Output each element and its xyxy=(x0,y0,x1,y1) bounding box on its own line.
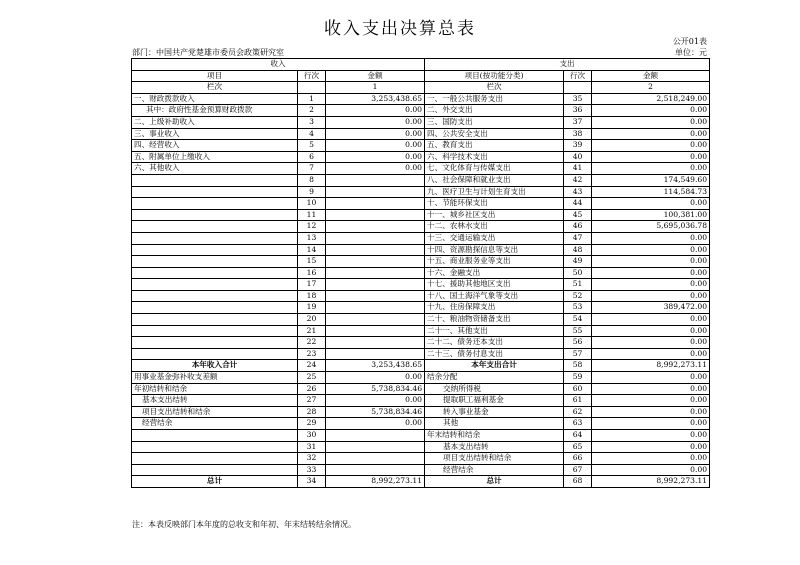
lanci-row xyxy=(132,82,710,94)
expense-line: 58 xyxy=(564,360,592,372)
table-row xyxy=(132,174,710,186)
expense-item: 三、国防支出 xyxy=(425,116,564,128)
income-amount: 0.00 xyxy=(326,105,425,117)
expense-amount: 0.00 xyxy=(592,290,710,302)
income-line: 21 xyxy=(298,325,326,337)
form-code: 公开01表 xyxy=(672,37,707,46)
expense-amount: 0.00 xyxy=(592,441,710,453)
expense-amount: 0.00 xyxy=(592,267,710,279)
table-row xyxy=(132,279,710,291)
expense-line: 50 xyxy=(564,267,592,279)
income-line: 8 xyxy=(298,174,326,186)
income-item xyxy=(132,464,298,476)
expense-item: 提取职工福利基金 xyxy=(425,395,564,407)
income-item: 总计 xyxy=(132,476,298,488)
expense-item: 七、文化体育与传媒支出 xyxy=(425,163,564,175)
expense-amount: 0.00 xyxy=(592,116,710,128)
income-item xyxy=(132,267,298,279)
income-line: 32 xyxy=(298,453,326,465)
income-amount xyxy=(326,441,425,453)
expense-line: 54 xyxy=(564,314,592,326)
expense-item: 二十三、债务付息支出 xyxy=(425,348,564,360)
expense-item: 基本支出结转 xyxy=(425,441,564,453)
income-item xyxy=(132,314,298,326)
expense-item: 六、科学技术支出 xyxy=(425,151,564,163)
lanci-label2: 栏次 xyxy=(425,82,564,94)
income-line: 9 xyxy=(298,186,326,198)
income-item: 一、财政拨款收入 xyxy=(132,93,298,105)
income-item xyxy=(132,174,298,186)
lanci-1: 1 xyxy=(326,82,425,94)
income-line: 31 xyxy=(298,441,326,453)
expense-line: 61 xyxy=(564,395,592,407)
income-amount xyxy=(326,279,425,291)
income-line: 18 xyxy=(298,290,326,302)
expense-amount: 2,518,249.00 xyxy=(592,93,710,105)
income-item: 项目支出结转和结余 xyxy=(132,406,298,418)
table-row xyxy=(132,244,710,256)
income-item xyxy=(132,186,298,198)
income-line: 10 xyxy=(298,198,326,210)
income-item xyxy=(132,279,298,291)
expense-line: 41 xyxy=(564,163,592,175)
income-item: 经营结余 xyxy=(132,418,298,430)
income-expense-table xyxy=(131,58,710,488)
expense-amount: 5,695,036.78 xyxy=(592,221,710,233)
expense-line: 53 xyxy=(564,302,592,314)
expense-item: 一、一般公共服务支出 xyxy=(425,93,564,105)
income-item: 六、其他收入 xyxy=(132,163,298,175)
income-line: 25 xyxy=(298,372,326,384)
income-line: 27 xyxy=(298,395,326,407)
income-amount xyxy=(326,267,425,279)
income-amount xyxy=(326,256,425,268)
expense-line: 55 xyxy=(564,325,592,337)
section-income: 收入 xyxy=(132,59,425,71)
table-row xyxy=(132,325,710,337)
expense-item: 十六、金融支出 xyxy=(425,267,564,279)
income-line: 1 xyxy=(298,93,326,105)
expense-line: 56 xyxy=(564,337,592,349)
table-row xyxy=(132,232,710,244)
expense-amount: 0.00 xyxy=(592,325,710,337)
income-item xyxy=(132,337,298,349)
income-line: 6 xyxy=(298,151,326,163)
income-line: 16 xyxy=(298,267,326,279)
expense-amount: 0.00 xyxy=(592,406,710,418)
income-item: 三、事业收入 xyxy=(132,128,298,140)
expense-amount: 114,584.73 xyxy=(592,186,710,198)
expense-item: 十一、城乡社区支出 xyxy=(425,209,564,221)
income-item xyxy=(132,256,298,268)
header-line: 行次 xyxy=(298,70,326,82)
expense-amount: 0.00 xyxy=(592,128,710,140)
lanci-blank xyxy=(298,82,326,94)
table-row xyxy=(132,221,710,233)
income-amount xyxy=(326,198,425,210)
lanci-label: 栏次 xyxy=(132,82,298,94)
expense-amount: 0.00 xyxy=(592,453,710,465)
table-row xyxy=(132,93,710,105)
income-line: 33 xyxy=(298,464,326,476)
income-line: 12 xyxy=(298,221,326,233)
expense-amount: 0.00 xyxy=(592,337,710,349)
income-amount: 5,738,834.46 xyxy=(326,383,425,395)
income-item: 基本支出结转 xyxy=(132,395,298,407)
income-item xyxy=(132,302,298,314)
department-label: 部门：中国共产党楚雄市委员会政策研究室 xyxy=(132,48,284,57)
income-amount xyxy=(326,464,425,476)
income-line: 11 xyxy=(298,209,326,221)
income-line: 23 xyxy=(298,348,326,360)
expense-line: 57 xyxy=(564,348,592,360)
income-amount xyxy=(326,186,425,198)
income-item xyxy=(132,209,298,221)
expense-item: 二十、粮油物资储备支出 xyxy=(425,314,564,326)
income-line: 3 xyxy=(298,116,326,128)
income-line: 30 xyxy=(298,430,326,442)
income-amount: 8,992,273.11 xyxy=(326,476,425,488)
expense-amount: 100,381.00 xyxy=(592,209,710,221)
expense-line: 42 xyxy=(564,174,592,186)
expense-item: 年末结转和结余 xyxy=(425,430,564,442)
income-line: 20 xyxy=(298,314,326,326)
expense-item: 五、教育支出 xyxy=(425,140,564,152)
table-row xyxy=(132,163,710,175)
table-row xyxy=(132,186,710,198)
income-amount: 0.00 xyxy=(326,418,425,430)
expense-amount: 0.00 xyxy=(592,430,710,442)
table-row xyxy=(132,209,710,221)
report-title: 收入支出决算总表 xyxy=(324,19,476,39)
expense-item: 交纳所得税 xyxy=(425,383,564,395)
income-line: 24 xyxy=(298,360,326,372)
income-amount xyxy=(326,453,425,465)
table-row xyxy=(132,140,710,152)
income-line: 7 xyxy=(298,163,326,175)
expense-item: 二十二、债务还本支出 xyxy=(425,337,564,349)
income-line: 4 xyxy=(298,128,326,140)
expense-line: 62 xyxy=(564,406,592,418)
income-item xyxy=(132,430,298,442)
expense-amount: 0.00 xyxy=(592,464,710,476)
income-item xyxy=(132,325,298,337)
income-amount: 0.00 xyxy=(326,128,425,140)
income-item: 用事业基金弥补收支差额 xyxy=(132,372,298,384)
expense-line: 40 xyxy=(564,151,592,163)
expense-item: 项目支出结转和结余 xyxy=(425,453,564,465)
expense-amount: 0.00 xyxy=(592,314,710,326)
expense-item: 十二、农林水支出 xyxy=(425,221,564,233)
income-amount xyxy=(326,244,425,256)
income-amount xyxy=(326,232,425,244)
lanci-2: 2 xyxy=(592,82,710,94)
expense-line: 64 xyxy=(564,430,592,442)
income-item: 五、附属单位上缴收入 xyxy=(132,151,298,163)
income-amount xyxy=(326,174,425,186)
income-line: 26 xyxy=(298,383,326,395)
income-amount: 5,738,834.46 xyxy=(326,406,425,418)
column-header-row xyxy=(132,70,710,82)
expense-line: 66 xyxy=(564,453,592,465)
expense-line: 39 xyxy=(564,140,592,152)
income-amount xyxy=(326,314,425,326)
expense-item: 结余分配 xyxy=(425,372,564,384)
expense-line: 52 xyxy=(564,290,592,302)
expense-amount: 0.00 xyxy=(592,383,710,395)
income-amount xyxy=(326,348,425,360)
expense-line: 37 xyxy=(564,116,592,128)
section-expense: 支出 xyxy=(425,59,710,71)
table-row xyxy=(132,453,710,465)
income-amount: 0.00 xyxy=(326,372,425,384)
expense-line: 48 xyxy=(564,244,592,256)
expense-item: 十九、住房保障支出 xyxy=(425,302,564,314)
income-line: 22 xyxy=(298,337,326,349)
income-line: 29 xyxy=(298,418,326,430)
income-item xyxy=(132,348,298,360)
expense-line: 47 xyxy=(564,232,592,244)
table-row xyxy=(132,116,710,128)
unit-label: 单位：元 xyxy=(675,48,707,57)
income-line: 15 xyxy=(298,256,326,268)
expense-amount: 389,472.00 xyxy=(592,302,710,314)
table-row xyxy=(132,372,710,384)
table-row xyxy=(132,256,710,268)
income-amount xyxy=(326,209,425,221)
income-item xyxy=(132,453,298,465)
expense-item: 本年支出合计 xyxy=(425,360,564,372)
income-amount xyxy=(326,325,425,337)
table-row xyxy=(132,337,710,349)
table-row xyxy=(132,267,710,279)
expense-item: 十五、商业服务业等支出 xyxy=(425,256,564,268)
expense-line: 67 xyxy=(564,464,592,476)
table-row xyxy=(132,348,710,360)
expense-amount: 8,992,273.11 xyxy=(592,476,710,488)
expense-line: 35 xyxy=(564,93,592,105)
income-item xyxy=(132,221,298,233)
expense-line: 68 xyxy=(564,476,592,488)
expense-amount: 0.00 xyxy=(592,140,710,152)
income-item xyxy=(132,244,298,256)
income-item: 年初结转和结余 xyxy=(132,383,298,395)
expense-amount: 0.00 xyxy=(592,395,710,407)
expense-line: 63 xyxy=(564,418,592,430)
header-amount2: 金额 xyxy=(592,70,710,82)
table-row xyxy=(132,406,710,418)
income-item: 其中：政府性基金预算财政拨款 xyxy=(132,105,298,117)
income-amount xyxy=(326,221,425,233)
table-row xyxy=(132,476,710,488)
income-line: 34 xyxy=(298,476,326,488)
table-row xyxy=(132,441,710,453)
income-item xyxy=(132,441,298,453)
expense-amount: 0.00 xyxy=(592,418,710,430)
income-amount xyxy=(326,290,425,302)
table-row xyxy=(132,383,710,395)
header-item: 项目 xyxy=(132,70,298,82)
income-line: 28 xyxy=(298,406,326,418)
expense-line: 60 xyxy=(564,383,592,395)
expense-item: 四、公共安全支出 xyxy=(425,128,564,140)
income-line: 14 xyxy=(298,244,326,256)
income-amount xyxy=(326,430,425,442)
header-line2: 行次 xyxy=(564,70,592,82)
expense-amount: 0.00 xyxy=(592,244,710,256)
expense-item: 十八、国土海洋气象等支出 xyxy=(425,290,564,302)
expense-amount: 0.00 xyxy=(592,105,710,117)
footnote: 注：本表反映部门本年度的总收支和年初、年末结转结余情况。 xyxy=(132,520,356,529)
expense-amount: 0.00 xyxy=(592,256,710,268)
table-row xyxy=(132,302,710,314)
header-item-func: 项目(按功能分类) xyxy=(425,70,564,82)
expense-amount: 0.00 xyxy=(592,198,710,210)
table-row xyxy=(132,105,710,117)
expense-item: 二十一、其他支出 xyxy=(425,325,564,337)
table-row xyxy=(132,128,710,140)
expense-line: 49 xyxy=(564,256,592,268)
header-amount: 金额 xyxy=(326,70,425,82)
expense-amount: 0.00 xyxy=(592,372,710,384)
table-row xyxy=(132,395,710,407)
income-item: 二、上级补助收入 xyxy=(132,116,298,128)
expense-item: 转入事业基金 xyxy=(425,406,564,418)
expense-item: 九、医疗卫生与计划生育支出 xyxy=(425,186,564,198)
expense-amount: 0.00 xyxy=(592,279,710,291)
income-line: 13 xyxy=(298,232,326,244)
expense-amount: 8,992,273.11 xyxy=(592,360,710,372)
expense-line: 46 xyxy=(564,221,592,233)
income-line: 17 xyxy=(298,279,326,291)
expense-item: 二、外交支出 xyxy=(425,105,564,117)
table-row xyxy=(132,430,710,442)
income-amount: 0.00 xyxy=(326,151,425,163)
income-amount: 0.00 xyxy=(326,140,425,152)
expense-item: 十三、交通运输支出 xyxy=(425,232,564,244)
income-item xyxy=(132,290,298,302)
expense-line: 51 xyxy=(564,279,592,291)
expense-item: 十四、资源勘探信息等支出 xyxy=(425,244,564,256)
table-row xyxy=(132,151,710,163)
expense-line: 59 xyxy=(564,372,592,384)
table-row xyxy=(132,314,710,326)
table-row xyxy=(132,418,710,430)
income-item: 四、经营收入 xyxy=(132,140,298,152)
income-item xyxy=(132,232,298,244)
expense-line: 36 xyxy=(564,105,592,117)
income-amount: 0.00 xyxy=(326,116,425,128)
expense-amount: 0.00 xyxy=(592,163,710,175)
expense-line: 43 xyxy=(564,186,592,198)
expense-line: 65 xyxy=(564,441,592,453)
expense-line: 45 xyxy=(564,209,592,221)
expense-amount: 0.00 xyxy=(592,232,710,244)
expense-item: 其他 xyxy=(425,418,564,430)
expense-item: 经营结余 xyxy=(425,464,564,476)
income-line: 2 xyxy=(298,105,326,117)
expense-line: 38 xyxy=(564,128,592,140)
income-item xyxy=(132,198,298,210)
table-row xyxy=(132,290,710,302)
income-amount xyxy=(326,337,425,349)
expense-item: 八、社会保障和就业支出 xyxy=(425,174,564,186)
expense-line: 44 xyxy=(564,198,592,210)
expense-item: 十、节能环保支出 xyxy=(425,198,564,210)
expense-item: 总计 xyxy=(425,476,564,488)
income-item: 本年收入合计 xyxy=(132,360,298,372)
income-amount: 3,253,438.65 xyxy=(326,93,425,105)
income-line: 5 xyxy=(298,140,326,152)
lanci-blank2 xyxy=(564,82,592,94)
income-amount xyxy=(326,302,425,314)
expense-amount: 174,549.60 xyxy=(592,174,710,186)
section-header-row xyxy=(132,59,710,71)
income-line: 19 xyxy=(298,302,326,314)
expense-amount: 0.00 xyxy=(592,348,710,360)
income-amount: 0.00 xyxy=(326,163,425,175)
table-row xyxy=(132,464,710,476)
table-row xyxy=(132,360,710,372)
expense-amount: 0.00 xyxy=(592,151,710,163)
income-amount: 3,253,438.65 xyxy=(326,360,425,372)
income-amount: 0.00 xyxy=(326,395,425,407)
expense-item: 十七、援助其他地区支出 xyxy=(425,279,564,291)
table-row xyxy=(132,198,710,210)
